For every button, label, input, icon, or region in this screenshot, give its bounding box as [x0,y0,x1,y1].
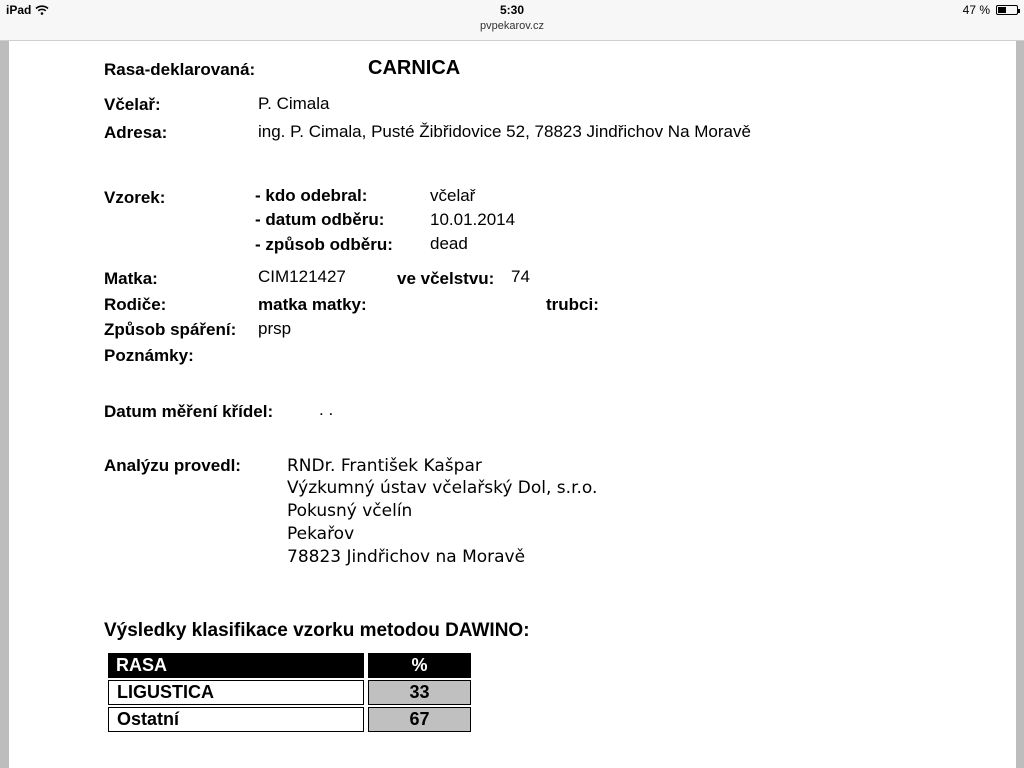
queen-mother-label: matka matky: [258,295,367,314]
queen-label: Matka: [104,269,158,288]
mating-value: prsp [258,319,292,338]
method-label: - způsob odběru: [255,235,393,254]
percent-cell: 33 [368,680,471,705]
colony-label: ve včelstvu: [397,269,495,288]
analysis-line: 78823 Jindřichov na Moravě [287,547,526,567]
notes-label: Poznámky: [104,346,194,365]
status-right [963,3,1018,17]
sample-section-label: Vzorek: [104,188,166,207]
taken-by-value: včelař [430,186,476,205]
results-table [104,651,475,734]
address-bar-url[interactable]: pvpekarov.cz [480,20,544,32]
device-label: iPad [6,3,32,17]
table-row [108,680,471,705]
taken-by-label: - kdo odebral: [255,186,368,205]
document-page [9,0,1016,768]
table-row [108,707,471,732]
colony-value: 74 [511,267,530,286]
date-value: 10.01.2014 [430,210,516,229]
battery-percent: 47 % [962,3,990,17]
analysis-line: Pekařov [287,524,355,544]
breed-cell: LIGUSTICA [108,680,364,705]
method-value: dead [430,234,468,253]
wing-date-label: Datum měření křídel: [104,402,274,421]
results-title: Výsledky klasifikace vzorku metodou DAWINO: [104,620,530,641]
address-label: Adresa: [104,123,168,142]
mating-label: Způsob spáření: [104,320,237,339]
page-edge-right [1016,40,1024,768]
column-header-percent: % [368,653,471,678]
page-edge-left [0,40,9,768]
wing-date-value: . . [319,400,334,419]
drones-label: trubci: [546,295,599,314]
table-header-row [108,653,471,678]
status-bar [0,0,1024,41]
analysis-line: Pokusný včelín [287,501,413,521]
beekeeper-value: P. Cimala [258,94,330,113]
beekeeper-label: Včelař: [104,95,161,114]
queen-value: CIM121427 [258,267,346,286]
analysis-label: Analýzu provedl: [104,456,241,475]
breed-value: CARNICA [368,57,461,79]
breed-label: Rasa-deklarovaná: [104,60,256,79]
analysis-line: Výzkumný ústav včelařský Dol, s.r.o. [287,478,598,498]
parents-label: Rodiče: [104,295,167,314]
breed-cell: Ostatní [108,707,364,732]
battery-fill [998,7,1006,13]
percent-cell: 67 [368,707,471,732]
column-header-breed: RASA [108,653,364,678]
date-label: - datum odběru: [255,210,385,229]
battery-icon [996,5,1018,15]
analysis-line: RNDr. František Kašpar [287,456,482,476]
address-value: ing. P. Cimala, Pusté Žibřidovice 52, 78823 Jindřichov Na Moravě [258,122,751,141]
clock: 5:30 [499,3,525,17]
